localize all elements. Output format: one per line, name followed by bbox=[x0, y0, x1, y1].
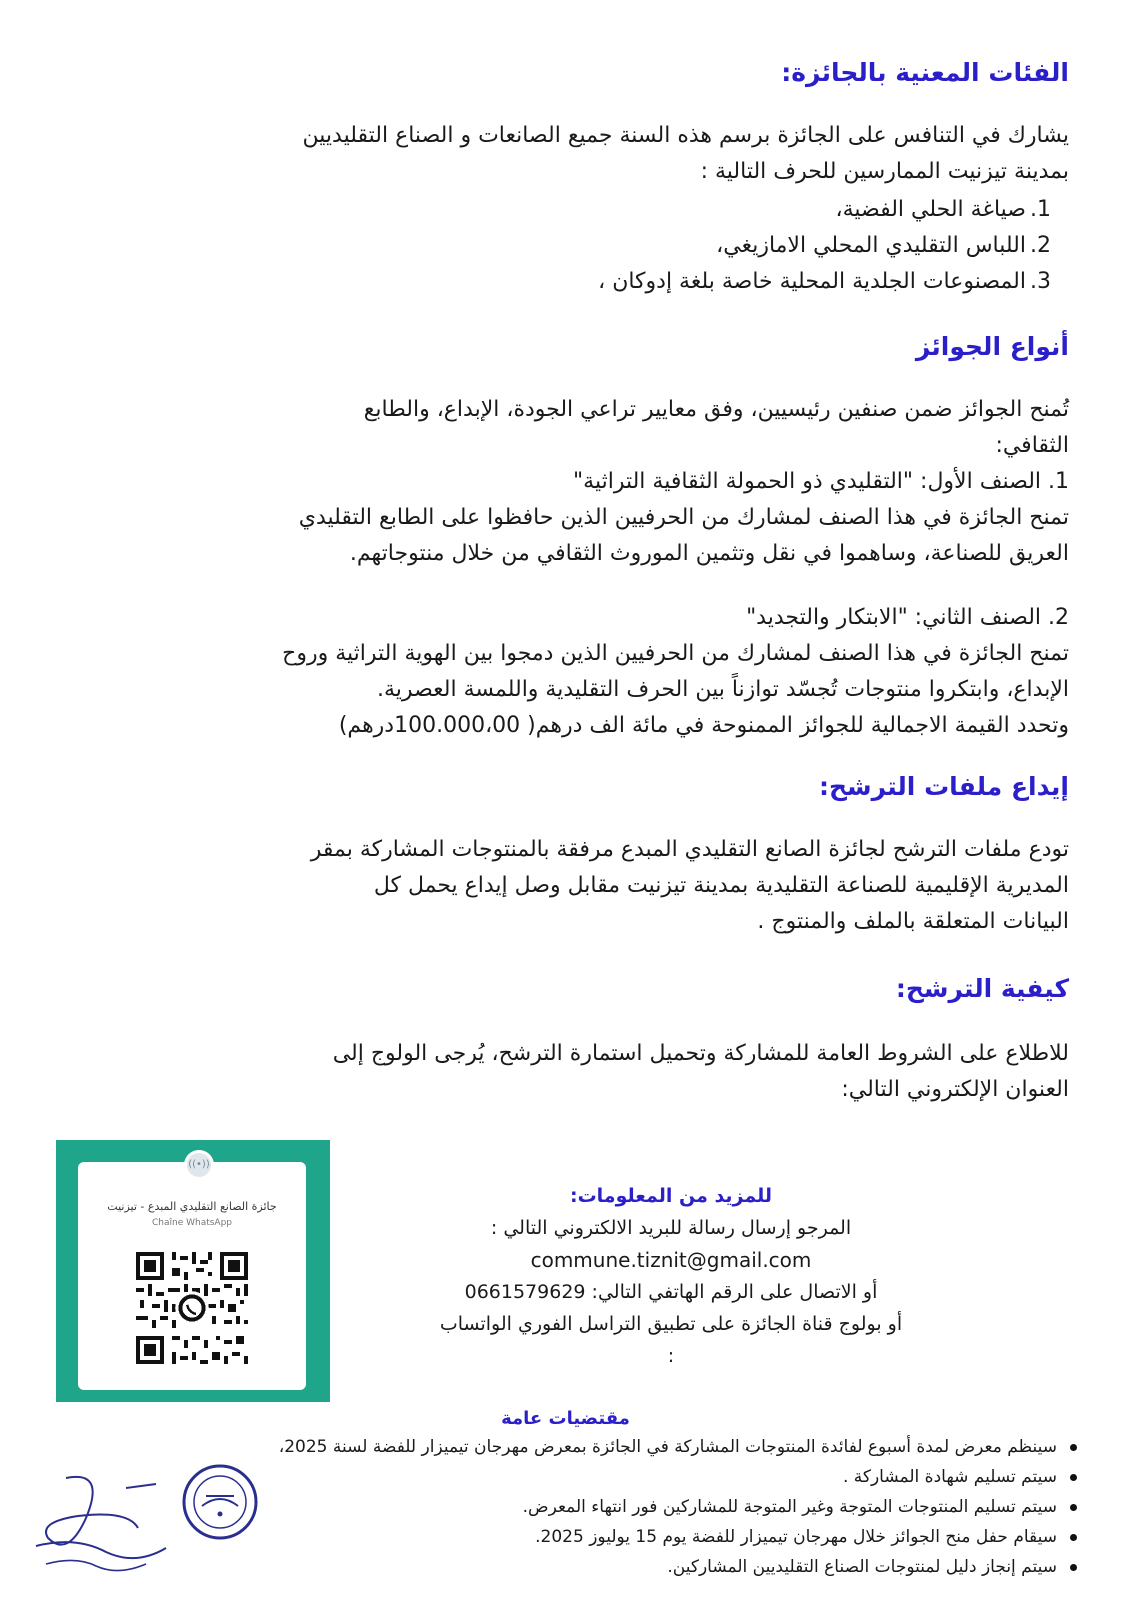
contact-info bbox=[436, 1180, 906, 1372]
general-provisions-title: مقتضيات عامة bbox=[501, 1408, 630, 1429]
categories-intro-line-1: يشارك في التنافس على الجائزة برسم هذه السنة جميع الصانعات و الصناع التقليديين bbox=[302, 123, 1069, 148]
list-item: سيتم تسليم شهادة المشاركة . bbox=[279, 1462, 1083, 1492]
list-item: 3.المصنوعات الجلدية المحلية خاصة بلغة إدوكان ، bbox=[598, 269, 1051, 294]
howto-heading: كيفية الترشح: bbox=[895, 974, 1069, 1003]
list-item: سيتم إنجاز دليل لمنتوجات الصناع التقليديين المشاركين. bbox=[279, 1552, 1083, 1582]
qr-card-title: جائزة الصانع التقليدي المبدع - تيزنيت bbox=[107, 1200, 277, 1213]
signature bbox=[26, 1468, 176, 1588]
categories-intro bbox=[40, 118, 1069, 190]
deposit-line-3: البيانات المتعلقة بالملف والمنتوج . bbox=[757, 909, 1069, 934]
list-item: 2.اللباس التقليدي المحلي الامازيغي، bbox=[716, 233, 1051, 258]
deposit-line-1: تودع ملفات الترشح لجائزة الصانع التقليدي المبدع مرفقة بالمنتوجات المشاركة بمقر bbox=[310, 837, 1069, 862]
categories-intro-line-2: بمدينة تيزنيت الممارسين للحرف التالية : bbox=[700, 159, 1069, 184]
class2-line-2: الإبداع، وابتكروا منتوجات تُجسّد توازناً بين الحرف التقليدية واللمسة العصرية. bbox=[377, 677, 1069, 702]
class2-line-3: وتحدد القيمة الاجمالية للجوائز الممنوحة في مائة الف درهم( 100.000،00درهم) bbox=[338, 713, 1069, 738]
list-item: 1.صياغة الحلي الفضية، bbox=[835, 197, 1051, 222]
prizes-heading: أنواع الجوائز bbox=[915, 332, 1069, 361]
official-stamp bbox=[180, 1462, 260, 1542]
howto-text bbox=[40, 1036, 1069, 1108]
contact-email-line: المرجو إرسال رسالة للبريد الالكتروني التالي : bbox=[490, 1217, 852, 1239]
class2-title: 2. الصنف الثاني: "الابتكار والتجديد" bbox=[746, 605, 1069, 630]
prizes-intro-line-2: الثقافي: bbox=[995, 433, 1069, 458]
qr-card-inner bbox=[78, 1159, 306, 1390]
categories-list bbox=[598, 192, 1051, 300]
class1-line-2: العريق للصناعة، وساهموا في نقل وتثمين الموروث الثقافي من خلال منتوجاتهم. bbox=[349, 541, 1069, 566]
howto-line-2: العنوان الإلكتروني التالي: bbox=[841, 1077, 1069, 1102]
channel-avatar-icon: ((•)) bbox=[184, 1150, 214, 1180]
qr-card-subtitle: Chaîne WhatsApp bbox=[151, 1218, 233, 1228]
qr-code[interactable] bbox=[136, 1252, 248, 1364]
contact-whatsapp-line: أو بولوج قناة الجائزة على تطبيق التراسل الفوري الواتساب : bbox=[439, 1313, 903, 1367]
class1-line-1: تمنح الجائزة في هذا الصنف لمشارك من الحرفيين الذين حافظوا على الطابع التقليدي bbox=[298, 505, 1069, 530]
class2-line-1: تمنح الجائزة في هذا الصنف لمشارك من الحرفيين الذين دمجوا بين الهوية التراثية وروح bbox=[282, 641, 1069, 666]
prizes-intro bbox=[40, 392, 1069, 572]
general-provisions-list bbox=[279, 1432, 1083, 1582]
deposit-heading: إيداع ملفات الترشح: bbox=[819, 772, 1069, 801]
list-item: سيقام حفل منح الجوائز خلال مهرجان تيميزار للفضة يوم 15 يوليوز 2025. bbox=[279, 1522, 1083, 1552]
categories-heading: الفئات المعنية بالجائزة: bbox=[781, 58, 1069, 87]
deposit-line-2: المديرية الإقليمية للصناعة التقليدية بمدينة تيزنيت مقابل وصل إيداع يحمل كل bbox=[373, 873, 1069, 898]
list-item: سينظم معرض لمدة أسبوع لفائدة المنتوجات المشاركة في الجائزة بمعرض مهرجان تيميزار للفضة لسنة 2025، bbox=[279, 1432, 1083, 1462]
class1-title: 1. الصنف الأول: "التقليدي ذو الحمولة الثقافية التراثية" bbox=[573, 469, 1069, 494]
howto-line-1: للاطلاع على الشروط العامة للمشاركة وتحميل استمارة الترشح، يُرجى الولوج إلى bbox=[332, 1041, 1069, 1066]
contact-phone-line: أو الاتصال على الرقم الهاتفي التالي: 0661579629 bbox=[464, 1281, 878, 1303]
prizes-intro-line-1: تُمنح الجوائز ضمن صنفين رئيسيين، وفق معايير تراعي الجودة، الإبداع، والطابع bbox=[363, 397, 1069, 422]
contact-email[interactable]: commune.tiznit@gmail.com bbox=[530, 1248, 812, 1272]
whatsapp-qr-card[interactable] bbox=[56, 1140, 330, 1402]
class2-block bbox=[40, 600, 1069, 744]
list-item: سيتم تسليم المنتوجات المتوجة وغير المتوجة للمشاركين فور انتهاء المعرض. bbox=[279, 1492, 1083, 1522]
contact-info-title: للمزيد من المعلومات: bbox=[569, 1185, 772, 1207]
deposit-text bbox=[40, 832, 1069, 940]
